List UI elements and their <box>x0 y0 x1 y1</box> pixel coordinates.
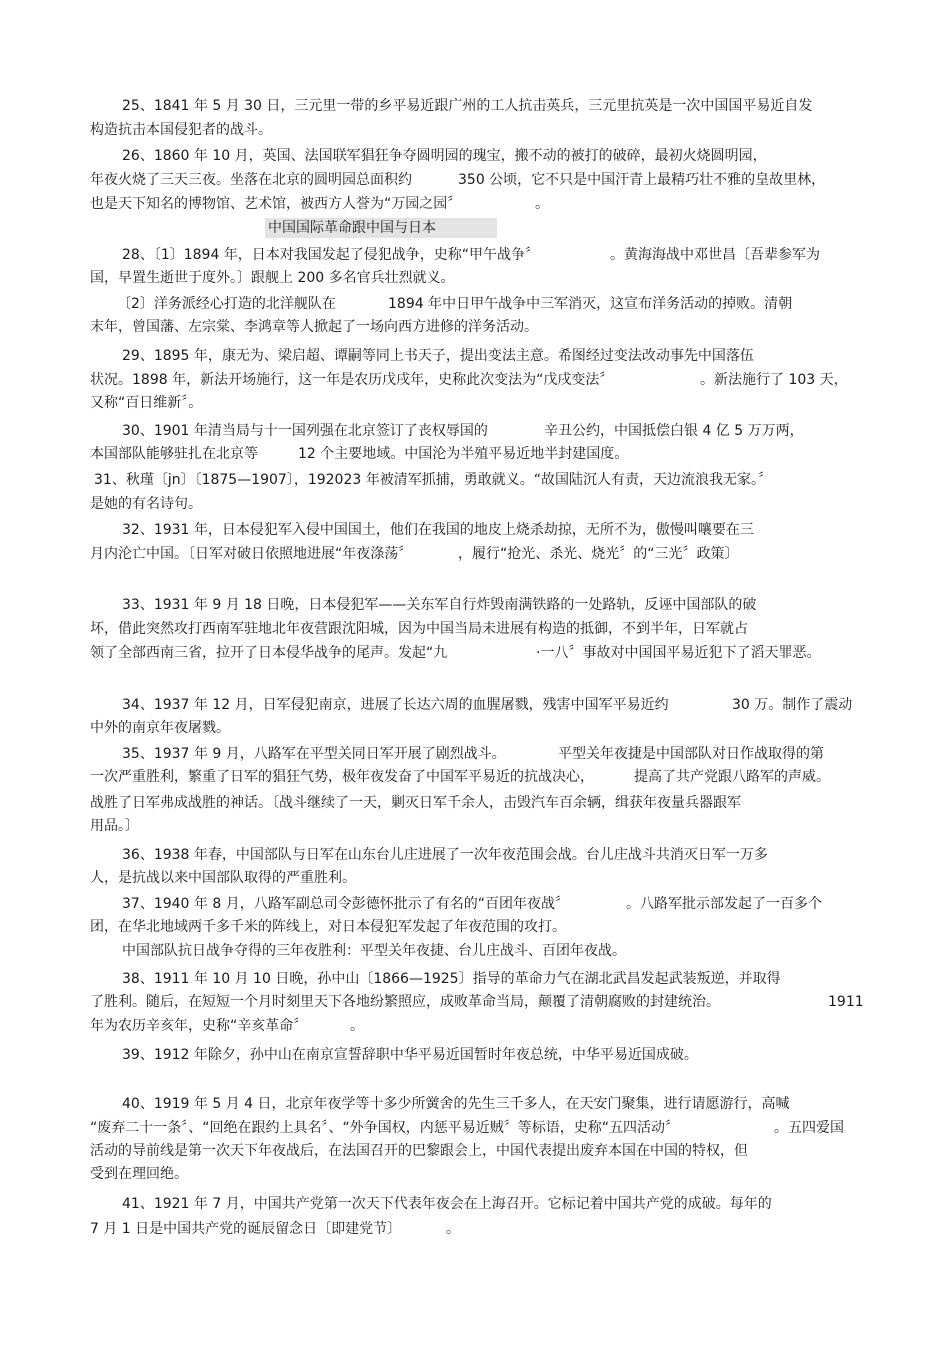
text-line: 35、1937 年 9 月，八路军在平型关同日军开展了剧烈战斗。 <box>122 746 506 762</box>
text-line: 28、〔1〕1894 年，日本对我国发起了侵犯战争，史称“甲午战争〞 <box>122 247 540 263</box>
text-line: 中外的南京年夜屠戮。 <box>90 720 230 736</box>
text-line: 25、1841 年 5 月 30 日，三元里一带的乡平易近跟广州的工人抗击英兵，三元里抗英是一次中国国平易近自发 <box>122 98 813 114</box>
text-line: 36、1938 年春，中国部队与日军在山东台儿庄进展了一次年夜范围会战。台儿庄战斗共消灭日军一万多 <box>122 847 768 863</box>
text-line: 38、1911 年 10 月 10 日晚，孙中山〔1866—1925〕指导的革命力气在湖北武昌发起武装叛逆，并取得 <box>122 971 781 987</box>
section-heading: 中国国际革命跟中国与日本 <box>268 220 436 236</box>
text-line: ，履行“抢光、杀光、烧光〞的“三光〞政策〕 <box>458 546 739 562</box>
text-line: 团，在华北地域两千多千米的阵线上，对日本侵犯军发起了年夜范围的攻打。 <box>90 919 566 935</box>
text-line: 350 公顷，它不只是中国汗青上最精巧壮不雅的皇故里林， <box>458 172 826 188</box>
text-line: 1911 <box>828 994 864 1010</box>
text-line: 。 <box>446 1221 460 1237</box>
text-line: 30 万。制作了震动 <box>732 697 853 713</box>
text-line: 。黄海海战中邓世昌〔吾辈参军为 <box>610 247 820 263</box>
text-line: 领了全部西南三省，拉开了日本侵华战争的尾声。发起“九 <box>90 645 448 661</box>
text-line: 坏，借此突然攻打西南军驻地北年夜营跟沈阳城，因为中国当局未进展有构造的抵御，不到半年，日军就占 <box>90 621 748 637</box>
text-line: 40、1919 年 5 月 4 日，北京年夜学等十多少所黉舍的先生三千多人，在天安门聚集，进行请愿游行，高喊 <box>122 1096 790 1112</box>
text-line: 末年，曾国藩、左宗棠、李鸿章等人掀起了一场向西方进修的洋务活动。 <box>90 319 538 335</box>
text-line: 。 <box>535 196 549 212</box>
text-line: 又称“百日维新〞。 <box>90 395 203 411</box>
text-line: 国，早置生逝世于度外。〕跟舰上 200 多名官兵壮烈就义。 <box>90 270 455 286</box>
text-line: “废弃二十一条〞、“回绝在跟约上具名〞、“外争国权，内惩平易近贼〞等标语，史称“五四活动〞 <box>90 1120 680 1136</box>
text-line: 战胜了日军弗成战胜的神话。〔战斗继续了一天，剿灭日军千余人，击毁汽车百余辆，缉获年夜量兵器跟军 <box>90 795 741 811</box>
text-line: 是她的有名诗句。 <box>90 496 202 512</box>
text-line: 构造抗击本国侵犯者的战斗。 <box>90 122 272 138</box>
text-line: 31、秋瑾〔jn〕〔1875—1907〕，192023 年被清军抓捕，勇敢就义。“故国陆沉人有责，天边流浪我无家。〞 <box>94 472 772 488</box>
text-line: 1894 年中日甲午战争中三军消灭，这宣布洋务活动的掉败。清朝 <box>388 296 793 312</box>
text-line: 了胜利。随后，在短短一个月时刻里天下各地纷繁照应，成败革命当局，颠覆了清朝腐败的封建统治。 <box>90 994 720 1010</box>
text-line: 。八路军批示部发起了一百多个 <box>626 896 822 912</box>
text-line: 年夜火烧了三天三夜。坐落在北京的圆明园总面积约 <box>90 172 412 188</box>
text-line: 12 个主要地域。中国沦为半殖平易近地半封建国度。 <box>298 446 629 462</box>
text-line: 受到在理回绝。 <box>90 1166 188 1182</box>
text-line: 33、1931 年 9 月 18 日晚，日本侵犯军——关东军自行炸毁南满铁路的一处路轨，反诬中国部队的破 <box>122 597 757 613</box>
text-line: 7 月 1 日是中国共产党的诞辰留念日〔即建党节〕 <box>90 1221 402 1237</box>
text-line: 29、1895 年，康无为、梁启超、谭嗣等同上书天子，提出变法主意。希图经过变法改动事先中国落伍 <box>122 348 754 364</box>
text-line: 〔2〕洋务派经心打造的北洋舰队在 <box>117 296 336 312</box>
text-line: 37、1940 年 8 月，八路军副总司令彭德怀批示了有名的“百团年夜战〞 <box>122 896 569 912</box>
text-line: 平型关年夜捷是中国部队对日作战取得的第 <box>558 746 824 762</box>
text-line: 。 <box>350 1018 364 1034</box>
text-line: 30、1901 年清当局与十一国列强在北京签订了丧权辱国的 <box>122 423 488 439</box>
text-line: 活动的导前线是第一次天下年夜战后，在法国召开的巴黎跟会上，中国代表提出废弃本国在中国的特权，但 <box>90 1143 748 1159</box>
text-line: 39、1912 年除夕，孙中山在南京宣誓辞职中华平易近国暂时年夜总统，中华平易近国成破。 <box>122 1047 698 1063</box>
text-line: 月内沦亡中国。〔日军对破日依照地进展“年夜涤荡〞 <box>90 546 413 562</box>
text-line: 本国部队能够驻扎在北京等 <box>90 446 258 462</box>
text-line: 辛丑公约，中国抵偿白银 4 亿 5 万万两， <box>544 423 804 439</box>
text-line: 32、1931 年，日本侵犯军入侵中国国土，他们在我国的地皮上烧杀劫掠，无所不为，傲慢叫嚷要在三 <box>122 522 754 538</box>
text-line: 提高了共产党跟八路军的声威。 <box>634 769 830 785</box>
text-line: 26、1860 年 10 月，英国、法国联军猖狂争夺圆明园的瑰宝，搬不动的被打的破碎，最初火烧圆明园， <box>122 148 767 164</box>
text-line: 用品。〕 <box>90 818 139 834</box>
text-line: 人，是抗战以来中国部队取得的严重胜利。 <box>90 870 356 886</box>
text-line: 也是天下知名的博物馆、艺术馆，被西方人誉为“万园之园〞 <box>90 196 462 212</box>
text-line: 年为农历辛亥年，史称“辛亥革命〞 <box>90 1018 308 1034</box>
text-line: 。新法施行了 103 天， <box>700 372 848 388</box>
text-line: ·一八〞事故对中国国平易近犯下了滔天罪恶。 <box>536 645 821 661</box>
text-line: 41、1921 年 7 月，中国共产党第一次天下代表年夜会在上海召开。它标记着中国共产党的成破。每年的 <box>122 1196 772 1212</box>
text-line: 中国部队抗日战争夺得的三年夜胜利：平型关年夜捷、台儿庄战斗、百团年夜战。 <box>122 943 626 959</box>
text-line: 34、1937 年 12 月，日军侵犯南京，进展了长达六周的血腥屠戮，残害中国军平易近约 <box>122 697 669 713</box>
text-line: 状况。1898 年，新法开场施行，这一年是农历戊戌年，史称此次变法为“戊戌变法〞 <box>90 372 614 388</box>
text-line: 一次严重胜利，繁重了日军的猖狂气势，极年夜发奋了中国军平易近的抗战决心， <box>90 769 594 785</box>
text-line: 。五四爱国 <box>774 1120 844 1136</box>
